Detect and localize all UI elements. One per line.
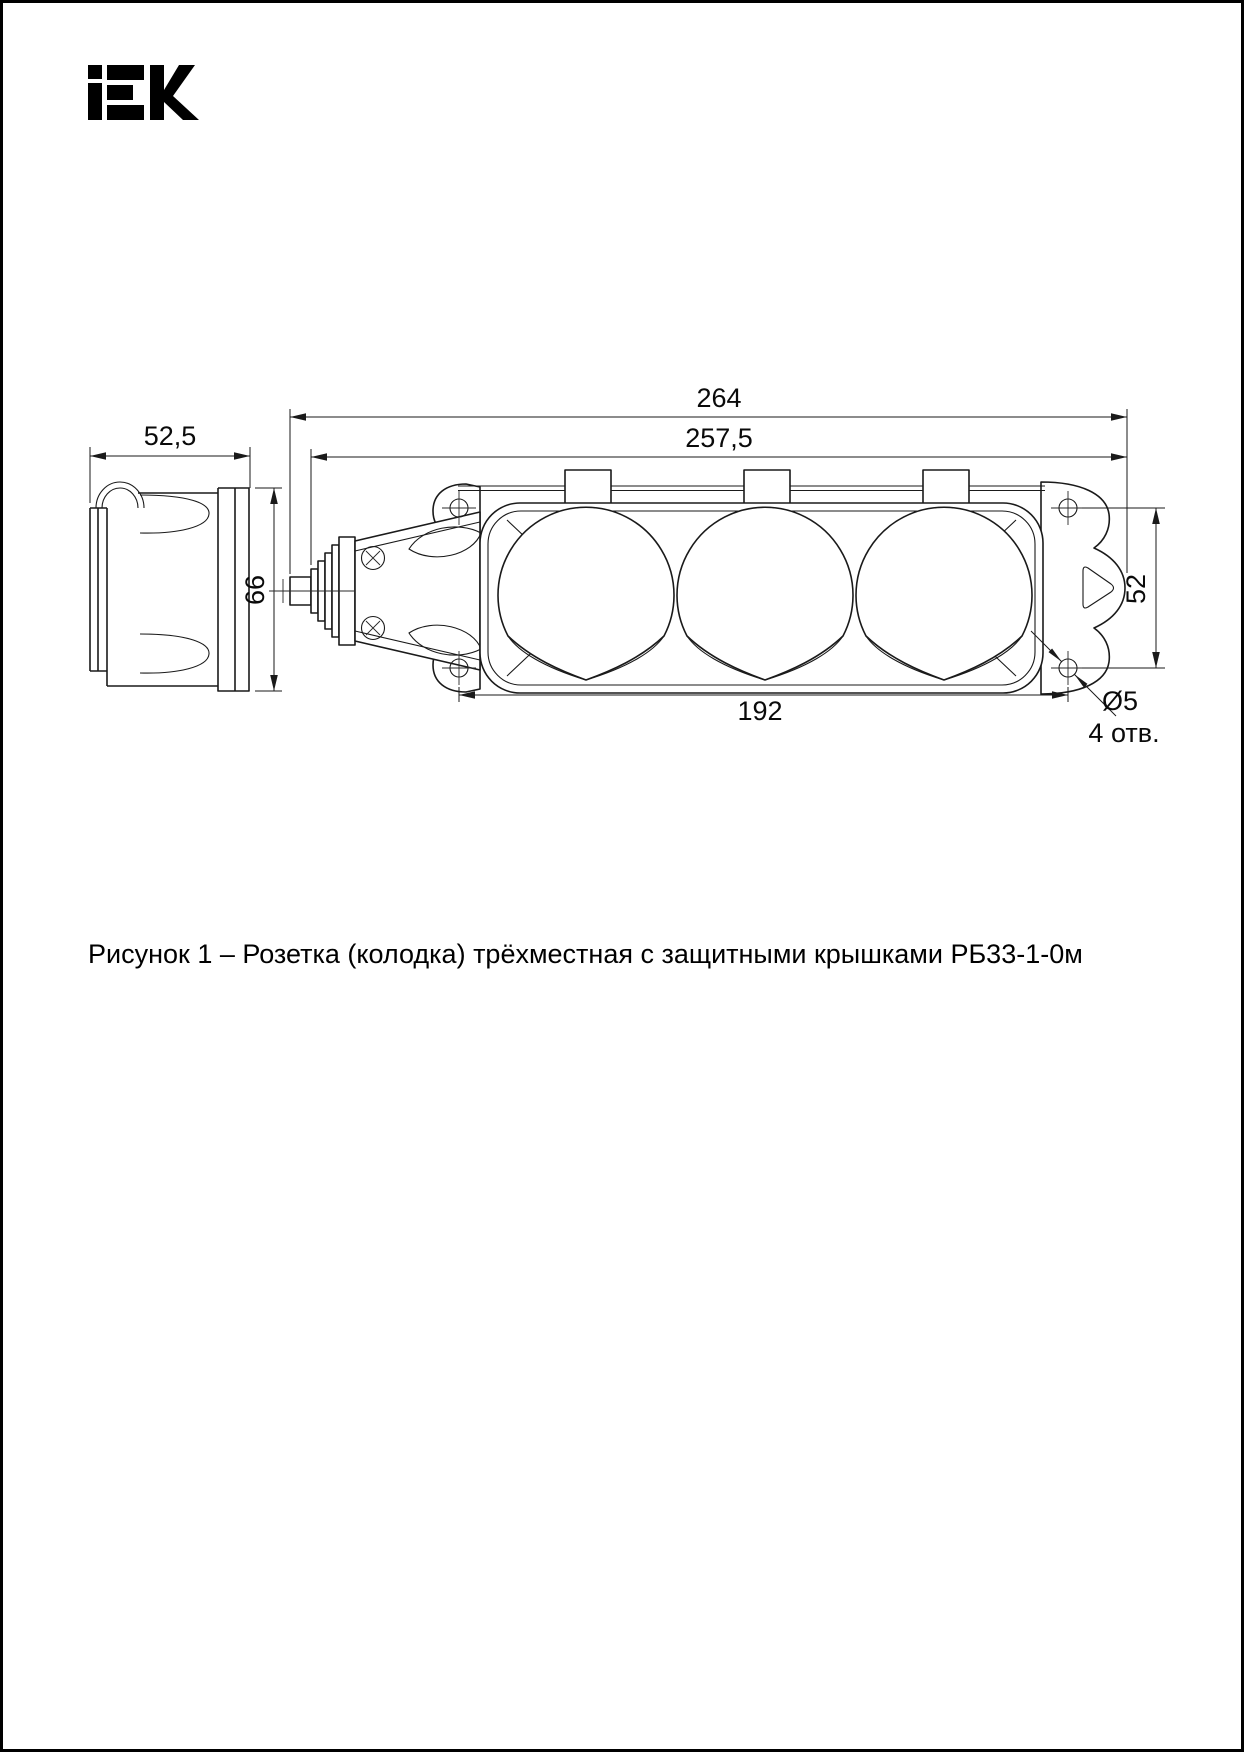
side-body (107, 493, 218, 686)
side-left-plate (90, 508, 107, 671)
dim-side-height-label: 66 (240, 574, 270, 606)
side-cover-bulge-bottom (140, 634, 209, 673)
figure-caption: Рисунок 1 – Розетка (колодка) трёхместная с защитными крышками РБ33-1-0м (88, 939, 1083, 969)
plug-adapter (269, 512, 481, 670)
side-view (90, 421, 282, 691)
side-hinge-outer-arc (96, 482, 144, 508)
dim-hole-vertical-spacing-label: 52 (1121, 573, 1151, 605)
dim-side-depth (90, 421, 250, 503)
dim-body-length-label: 257,5 (685, 423, 753, 453)
dim-hole-horizontal-spacing-label: 192 (737, 696, 783, 726)
dim-side-height (240, 488, 282, 691)
hole-count-label: 4 отв. (1088, 718, 1160, 748)
side-hinge-inner-arc (102, 488, 138, 508)
front-view (269, 383, 1165, 748)
dim-side-depth-label: 52,5 (143, 421, 197, 451)
hole-diameter-label: Ø5 (1101, 686, 1139, 716)
dim-overall-length-label: 264 (696, 383, 742, 413)
technical-drawing (3, 3, 1244, 1752)
adapter-body (355, 512, 480, 670)
side-cover-bulge-top (140, 495, 209, 533)
